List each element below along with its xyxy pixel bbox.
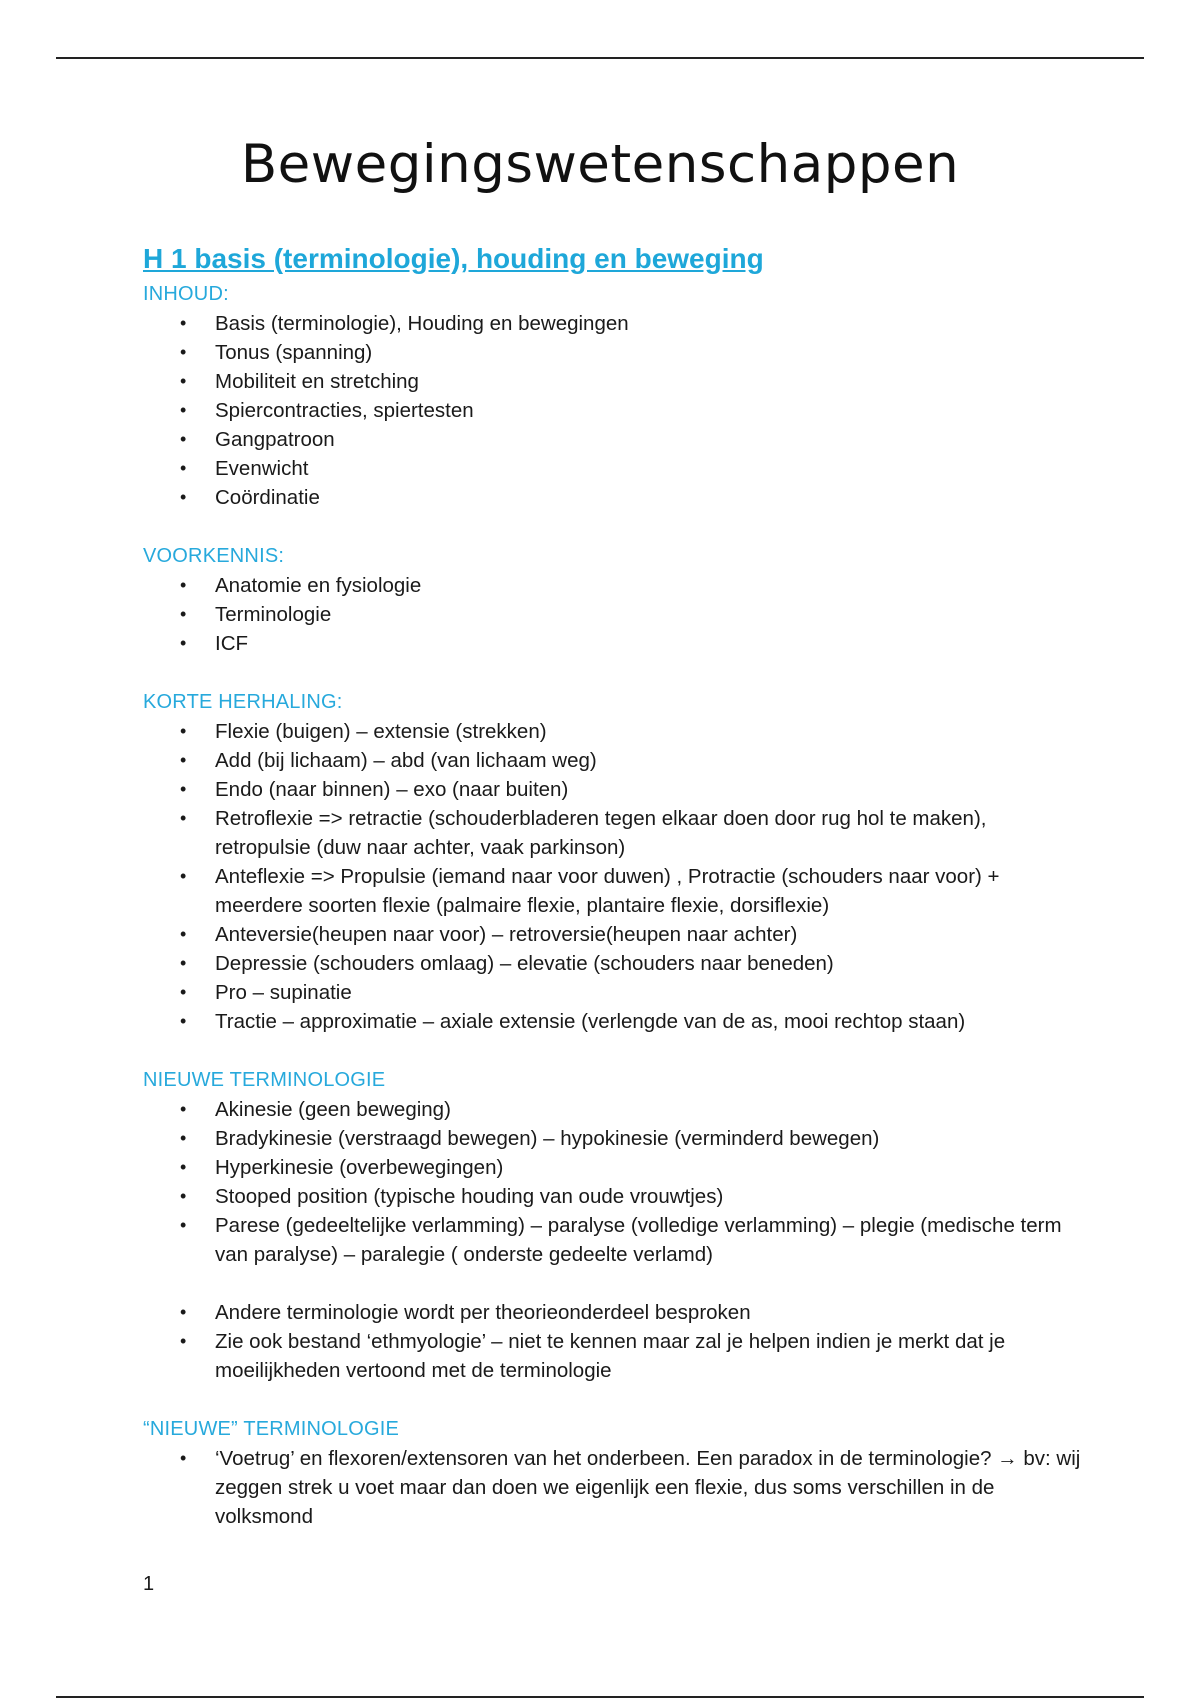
bullet-list-nieuwe-quoted: [143, 1444, 1083, 1531]
list-item: • ‘Voetrug’ en flexoren/extensoren van het onderbeen. Een paradox in de terminologie? → bv: wij zeggen strek u voet maar dan doen we eigenlijk een flexie, dus soms verschillen in de volksmond: [143, 1444, 1083, 1531]
list-item: • Depressie (schouders omlaag) – elevatie (schouders naar beneden): [143, 949, 1083, 978]
list-item: • Anteflexie => Propulsie (iemand naar voor duwen) , Protractie (schouders naar voor) + meerdere soorten flexie (palmaire flexie, plantaire flexie, dorsiflexie): [143, 862, 1083, 920]
section-inhoud: [143, 280, 1083, 512]
list-item: • ICF: [143, 629, 1083, 658]
bullet-list-nieuwe-terminologie: [143, 1095, 1083, 1385]
page-number: 1: [143, 1573, 155, 1595]
list-item: • Tractie – approximatie – axiale extensie (verlengde van de as, mooi rechtop staan): [143, 1007, 1083, 1036]
list-item: • Tonus (spanning): [143, 338, 1083, 367]
list-item: • Anatomie en fysiologie: [143, 571, 1083, 600]
header-rule: [56, 57, 1144, 59]
list-item: • Spiercontracties, spiertesten: [143, 396, 1083, 425]
list-item: • Gangpatroon: [143, 425, 1083, 454]
list-item: • Parese (gedeeltelijke verlamming) – paralyse (volledige verlamming) – plegie (medische term van paralyse) – paralegie ( onderste gedeelte verlamd): [143, 1211, 1083, 1269]
list-item: • Add (bij lichaam) – abd (van lichaam weg): [143, 746, 1083, 775]
page-content: [143, 240, 1083, 1531]
section-heading-voorkennis: VOORKENNIS:: [143, 545, 285, 567]
list-item: • Endo (naar binnen) – exo (naar buiten): [143, 775, 1083, 804]
bullet-list-voorkennis: [143, 571, 1083, 658]
section-heading-inhoud: INHOUD:: [143, 283, 229, 305]
list-item: • Terminologie: [143, 600, 1083, 629]
list-item: • Coördinatie: [143, 483, 1083, 512]
list-item: • Akinesie (geen beweging): [143, 1095, 1083, 1124]
section-nieuwe-quoted: [143, 1415, 1083, 1531]
list-item: • Pro – supinatie: [143, 978, 1083, 1007]
bullet-list-inhoud: [143, 309, 1083, 512]
section-voorkennis: [143, 542, 1083, 658]
list-item: • Flexie (buigen) – extensie (strekken): [143, 717, 1083, 746]
list-item: • Evenwicht: [143, 454, 1083, 483]
list-item: • Basis (terminologie), Houding en bewegingen: [143, 309, 1083, 338]
list-item: • Bradykinesie (verstraagd bewegen) – hypokinesie (verminderd bewegen): [143, 1124, 1083, 1153]
list-item: • Andere terminologie wordt per theorieonderdeel besproken: [143, 1298, 1083, 1327]
document-title: Bewegingswetenschappen: [240, 134, 960, 195]
chapter-heading[interactable]: H 1 basis (terminologie), houding en beweging: [143, 243, 764, 274]
list-item: • Mobiliteit en stretching: [143, 367, 1083, 396]
section-heading-nieuwe-terminologie: NIEUWE TERMINOLOGIE: [143, 1069, 386, 1091]
section-heading-korte-herhaling: KORTE HERHALING:: [143, 691, 343, 713]
bullet-list-korte-herhaling: [143, 717, 1083, 1036]
list-item: • Retroflexie => retractie (schouderbladeren tegen elkaar doen door rug hol te maken), retropulsie (duw naar achter, vaak parkinson): [143, 804, 1083, 862]
section-heading-nieuwe-quoted: “NIEUWE” TERMINOLOGIE: [143, 1418, 400, 1440]
list-item: • Anteversie(heupen naar voor) – retroversie(heupen naar achter): [143, 920, 1083, 949]
section-korte-herhaling: [143, 688, 1083, 1036]
list-item: • Hyperkinesie (overbewegingen): [143, 1153, 1083, 1182]
footer-rule: [56, 1696, 1144, 1698]
list-item: • Zie ook bestand ‘ethmyologie’ – niet te kennen maar zal je helpen indien je merkt dat je moeilijkheden vertoond met de terminologie: [143, 1327, 1083, 1385]
section-nieuwe-terminologie: [143, 1066, 1083, 1385]
list-item: • Stooped position (typische houding van oude vrouwtjes): [143, 1182, 1083, 1211]
